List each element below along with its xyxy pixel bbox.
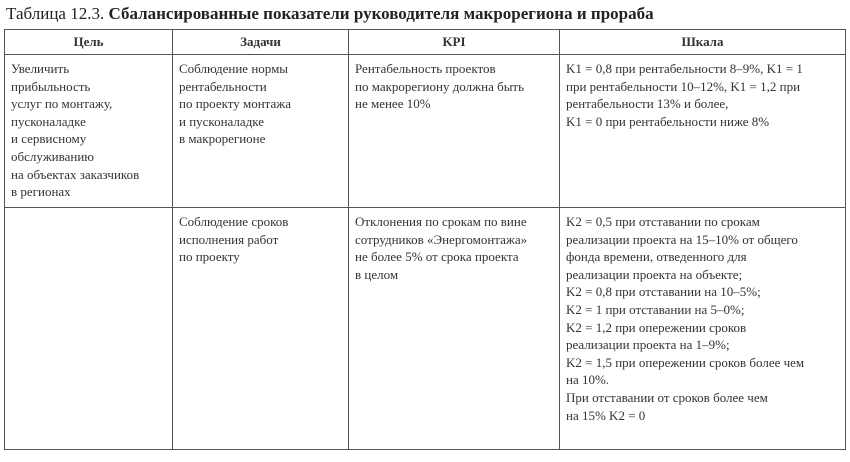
cell-goal: Увеличить прибыльность услуг по монтажу, пусконаладке и сервисному обслуживанию на объектах заказчиков в регионах <box>5 55 173 208</box>
cell-task: Соблюдение сроков исполнения работ по проекту <box>173 208 349 450</box>
header-goal: Цель <box>5 30 173 55</box>
cell-scale: K1 = 0,8 при рентабельности 8–9%, K1 = 1 при рентабельности 10–12%, K1 = 1,2 при рентабельности 13% и более, K1 = 0 при рентабельности ниже 8% <box>560 55 846 208</box>
cell-goal <box>5 208 173 450</box>
header-tasks: Задачи <box>173 30 349 55</box>
cell-scale: K2 = 0,5 при отставании по срокам реализации проекта на 15–10% от общего фонда времени, отведенного для реализации проекта на объекте; K2 = 0,8 при отставании на 10–5%; K2 = 1 при отставании на 5–0%; K2 = 1,2 при опережении сроков реализации проекта на 1–9%; K2 = 1,5 при опережении сроков более чем на 10%. При отставании от сроков более чем на 15% K2 = 0 <box>560 208 846 450</box>
table-header-row <box>5 30 846 55</box>
table-row <box>5 55 846 208</box>
caption-title: Сбалансированные показатели руководителя макрорегиона и прораба <box>108 4 654 23</box>
header-kpi: KPI <box>349 30 560 55</box>
cell-task: Соблюдение нормы рентабельности по проекту монтажа и пусконаладке в макрорегионе <box>173 55 349 208</box>
table-caption <box>6 3 654 25</box>
cell-kpi: Отклонения по срокам по вине сотрудников «Энергомонтажа» не более 5% от срока проекта в целом <box>349 208 560 450</box>
cell-kpi: Рентабельность проектов по макрорегиону должна быть не менее 10% <box>349 55 560 208</box>
caption-prefix: Таблица 12.3. <box>6 4 109 23</box>
table-row <box>5 208 846 450</box>
kpi-table <box>4 29 846 450</box>
header-scale: Шкала <box>560 30 846 55</box>
